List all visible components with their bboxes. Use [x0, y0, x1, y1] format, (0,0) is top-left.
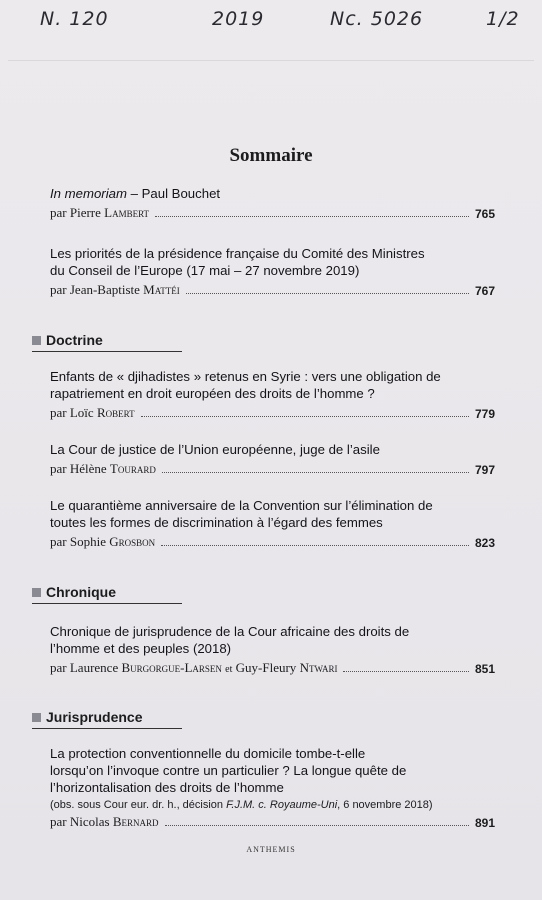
entry-page: 851: [474, 662, 495, 676]
entry-byline: [50, 405, 495, 421]
page-title: Sommaire: [229, 145, 313, 166]
leader-dots: [155, 216, 469, 217]
section-heading-doctrine: Doctrine: [32, 332, 182, 352]
leader-dots: [186, 293, 469, 294]
leader-dots: [165, 825, 469, 826]
section-heading-jurisprudence: Jurisprudence: [32, 709, 182, 729]
entry-title: Les priorités de la présidence française du Comité des Ministres du Conseil de l’Europe (17 mai – 27 novembre 2019): [50, 246, 425, 278]
toc-entry: [50, 185, 495, 221]
leader-dots: [161, 545, 469, 546]
entry-author: par Laurence Burgorgue-Larsen et Guy-Fleury Ntwari: [50, 660, 338, 675]
entry-title: La Cour de justice de l’Union européenne, juge de l’asile: [50, 442, 380, 457]
entry-author: par Loïc Robert: [50, 405, 135, 420]
square-bullet-icon: [32, 713, 41, 722]
square-bullet-icon: [32, 336, 41, 345]
entry-byline: [50, 660, 495, 676]
entry-title: La protection conventionnelle du domicile tombe-t-elle lorsqu’on l’invoque contre un particulier ? La longue quête de l’horizontalisation des droits de l’homme: [50, 746, 407, 795]
entry-title: Enfants de « djihadistes » retenus en Syrie : vers une obligation de rapatriement en droit européen des droits de l’homme ?: [50, 369, 441, 401]
toc-entry: [50, 368, 495, 421]
leader-dots: [162, 472, 469, 473]
leader-dots: [141, 416, 469, 417]
entry-byline: [50, 534, 495, 550]
entry-author: par Pierre Lambert: [50, 205, 150, 220]
section-heading-chronique: Chronique: [32, 584, 182, 604]
entry-page: 797: [474, 463, 495, 477]
entry-author: par Sophie Grosbon: [50, 534, 156, 549]
leader-dots: [343, 671, 469, 672]
entry-page: 823: [474, 536, 495, 550]
entry-note: (obs. sous Cour eur. dr. h., décision F.J.M. c. Royaume-Uni, 6 novembre 2018): [50, 799, 433, 811]
toc-entry: [50, 497, 495, 550]
entry-author: par Nicolas Bernard: [50, 814, 159, 829]
entry-title: Chronique de jurisprudence de la Cour africaine des droits de l’homme et des peuples (2018): [50, 624, 410, 656]
entry-title: In memoriam – Paul Bouchet: [50, 186, 221, 201]
handwritten-code: Nc. 5026: [330, 8, 424, 30]
entry-author: par Hélène Tourard: [50, 461, 156, 476]
toc-entry: [50, 441, 495, 477]
publisher-footer: ANTHEMIS: [246, 845, 296, 854]
entry-page: 765: [474, 207, 495, 221]
entry-byline: [50, 205, 495, 221]
entry-byline: [50, 461, 495, 477]
entry-page: 891: [474, 816, 495, 830]
handwritten-number: N. 120: [40, 8, 109, 30]
toc-entry: [50, 245, 495, 298]
entry-byline: [50, 814, 495, 830]
divider: [8, 60, 534, 61]
square-bullet-icon: [32, 588, 41, 597]
entry-page: 767: [474, 284, 495, 298]
entry-page: 779: [474, 407, 495, 421]
entry-title: Le quarantième anniversaire de la Convention sur l’élimination de toutes les formes de discrimination à l’égard des femmes: [50, 498, 433, 530]
toc-entry: [50, 623, 495, 676]
entry-byline: [50, 282, 495, 298]
handwritten-fraction: 1/2: [486, 8, 520, 30]
toc-entry: [50, 745, 495, 830]
handwritten-year: 2019: [212, 8, 265, 30]
entry-author: par Jean-Baptiste Mattéi: [50, 282, 180, 297]
